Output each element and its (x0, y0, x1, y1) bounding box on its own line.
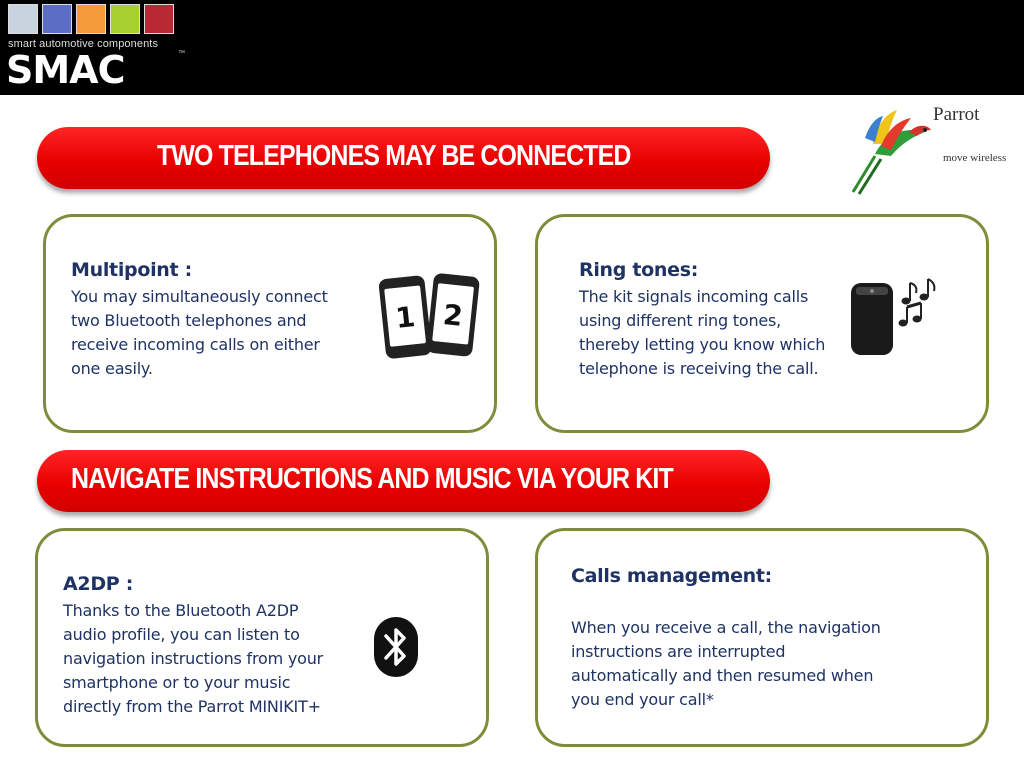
logo-swatch (8, 4, 38, 34)
logo-color-swatches (8, 4, 174, 34)
description-line: Thanks to the Bluetooth A2DP (63, 601, 299, 620)
a2dp-card (35, 528, 489, 747)
card-title: Multipoint : (71, 259, 192, 281)
calls-management-card (535, 528, 989, 747)
logo-swatch (110, 4, 140, 34)
description-line: You may simultaneously connect (71, 287, 328, 306)
description-line: audio profile, you can listen to (63, 625, 300, 644)
parrot-tagline: move wireless (943, 152, 1007, 164)
description-line: receive incoming calls on either (71, 335, 320, 354)
logo-wordmark: SMAC (6, 48, 125, 92)
phone-1-label: 1 (393, 300, 417, 336)
ring-tones-card (535, 214, 989, 433)
logo-tagline: smart automotive components (8, 38, 159, 50)
section-banner-navigate-music (37, 450, 770, 512)
phone-2-label: 2 (441, 297, 465, 333)
banner-title: NAVIGATE INSTRUCTIONS AND MUSIC VIA YOUR KIT (71, 463, 673, 495)
multipoint-card (43, 214, 497, 433)
card-title: A2DP : (63, 573, 134, 595)
car-kit-music-notes-icon (848, 275, 943, 359)
card-description (71, 285, 328, 381)
parrot-brand-name: Parrot (933, 104, 980, 125)
description-line: one easily. (71, 359, 153, 378)
section-banner-two-telephones (37, 127, 770, 189)
card-description (571, 616, 881, 712)
card-description (579, 285, 825, 381)
description-line: you end your call* (571, 690, 714, 709)
description-line: directly from the Parrot MINIKIT+ (63, 697, 321, 716)
parrot-logo[interactable] (845, 104, 1021, 200)
top-header-bar (0, 0, 1024, 95)
card-description (63, 599, 323, 719)
smac-logo[interactable] (6, 4, 186, 90)
description-line: automatically and then resumed when (571, 666, 874, 685)
logo-trademark: ™ (178, 50, 185, 57)
logo-swatch (76, 4, 106, 34)
logo-swatch (144, 4, 174, 34)
parrot-bird-icon (845, 104, 935, 200)
description-line: When you receive a call, the navigation (571, 618, 881, 637)
description-line: smartphone or to your music (63, 673, 291, 692)
description-line: instructions are interrupted (571, 642, 786, 661)
description-line: The kit signals incoming calls (579, 287, 809, 306)
description-line: telephone is receiving the call. (579, 359, 819, 378)
bluetooth-icon (373, 616, 419, 678)
two-phones-icon (376, 269, 486, 361)
description-line: thereby letting you know which (579, 335, 826, 354)
card-title: Calls management: (571, 565, 772, 587)
logo-swatch (42, 4, 72, 34)
description-line: navigation instructions from your (63, 649, 324, 668)
banner-title: TWO TELEPHONES MAY BE CONNECTED (157, 140, 631, 172)
description-line: two Bluetooth telephones and (71, 311, 307, 330)
card-title: Ring tones: (579, 259, 699, 281)
description-line: using different ring tones, (579, 311, 782, 330)
